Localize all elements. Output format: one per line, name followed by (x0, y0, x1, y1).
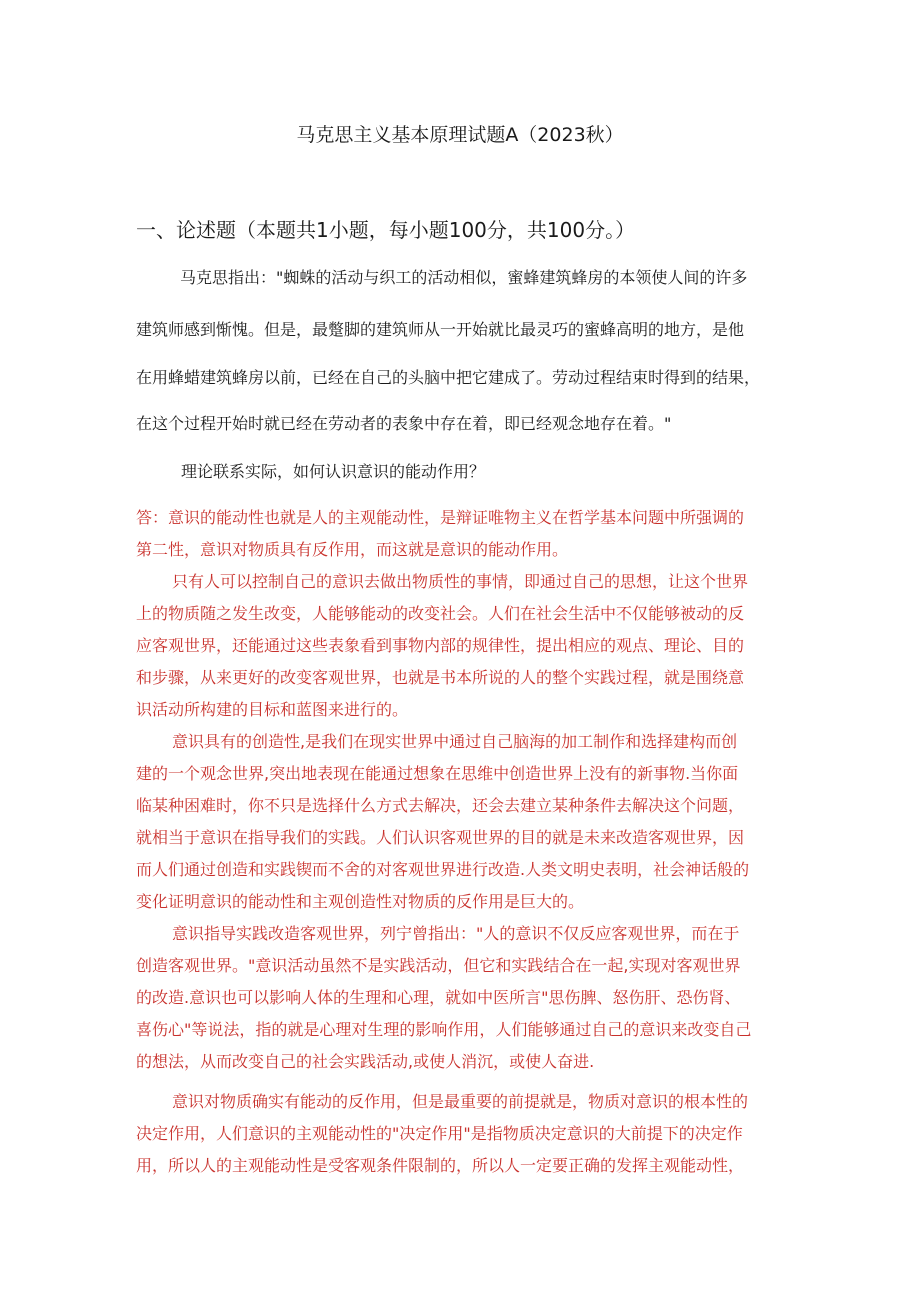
question-line: 建筑师感到惭愧。但是，最蹩脚的建筑师从一开始就比最灵巧的蜜蜂高明的地方，是他 (136, 320, 745, 339)
document-title: 马克思主义基本原理试题A（2023秋） (296, 124, 624, 146)
answer-line: 变化证明意识的能动性和主观创造性对物质的反作用是巨大的。 (136, 892, 585, 911)
answer-line: 的改造.意识也可以影响人体的生理和心理，就如中医所言"思伤脾、怒伤肝、恐伤肾、 (136, 988, 741, 1007)
answer-line: 的想法，从而改变自己的社会实践活动,或使人消沉，或使人奋进. (136, 1052, 595, 1071)
answer-paragraph (136, 1086, 796, 1182)
answer-line: 意识对物质确实有能动的反作用，但是最重要的前提就是，物质对意识的根本性的 (172, 1092, 749, 1111)
section-heading: 一、论述题（本题共1小题，每小题100分，共100分。） (136, 218, 636, 242)
answer-paragraph (136, 918, 796, 1078)
answer-line: 用，所以人的主观能动性是受客观条件限制的，所以人一定要正确的发挥主观能动性， (136, 1156, 745, 1175)
answer-line: 建的一个观念世界,突出地表现在能通过想象在思维中创造世界上没有的新事物.当你面 (136, 764, 739, 783)
answer-line: 识活动所构建的目标和蓝图来进行的。 (136, 700, 409, 719)
answer-line: 临某种困难时，你不只是选择什么方式去解决，还会去建立某种条件去解决这个问题， (136, 796, 745, 815)
answer-line: 意识指导实践改造客观世界，列宁曾指出："人的意识不仅反应客观世界，而在于 (172, 924, 740, 943)
answer-paragraph (136, 566, 796, 726)
answer-paragraph (136, 726, 796, 918)
answer-block (136, 502, 796, 1182)
question-line: 马克思指出："蜘蛛的活动与织工的活动相似，蜜蜂建筑蜂房的本领使人间的许多 (180, 268, 748, 287)
answer-line: 应客观世界，还能通过这些表象看到事物内部的规律性，提出相应的观点、理论、目的 (136, 636, 745, 655)
question-line: 在这个过程开始时就已经在劳动者的表象中存在着，即已经观念地存在着。" (136, 414, 672, 433)
answer-line: 意识具有的创造性,是我们在现实世界中通过自己脑海的加工制作和选择建构而创 (172, 732, 738, 751)
answer-line: 只有人可以控制自己的意识去做出物质性的事情，即通过自己的思想，让这个世界 (172, 572, 749, 591)
answer-line: 第二性，意识对物质具有反作用，而这就是意识的能动作用。 (136, 540, 569, 559)
answer-line: 答：意识的能动性也就是人的主观能动性，是辩证唯物主义在哲学基本问题中所强调的 (136, 508, 745, 527)
question-prompt: 理论联系实际，如何认识意识的能动作用？ (181, 462, 486, 481)
answer-line: 就相当于意识在指导我们的实践。人们认识客观世界的目的就是未来改造客观世界，因 (136, 828, 745, 847)
answer-line: 决定作用，人们意识的主观能动性的"决定作用"是指物质决定意识的大前提下的决定作 (136, 1124, 743, 1143)
answer-line: 创造客观世界。"意识活动虽然不是实践活动，但它和实践结合在一起,实现对客观世界 (136, 956, 741, 975)
answer-line: 而人们通过创造和实践锲而不舍的对客观世界进行改造.人类文明史表明，社会神话般的 (136, 860, 750, 879)
answer-paragraph (136, 502, 796, 566)
question-line: 在用蜂蜡建筑蜂房以前，已经在自己的头脑中把它建成了。劳动过程结束时得到的结果， (136, 368, 761, 387)
answer-line: 和步骤，从来更好的改变客观世界，也就是书本所说的人的整个实践过程，就是围绕意 (136, 668, 745, 687)
answer-line: 喜伤心"等说法，指的就是心理对生理的影响作用，人们能够通过自己的意识来改变自己 (136, 1020, 752, 1039)
answer-line: 上的物质随之发生改变，人能够能动的改变社会。人们在社会生活中不仅能够被动的反 (136, 604, 745, 623)
